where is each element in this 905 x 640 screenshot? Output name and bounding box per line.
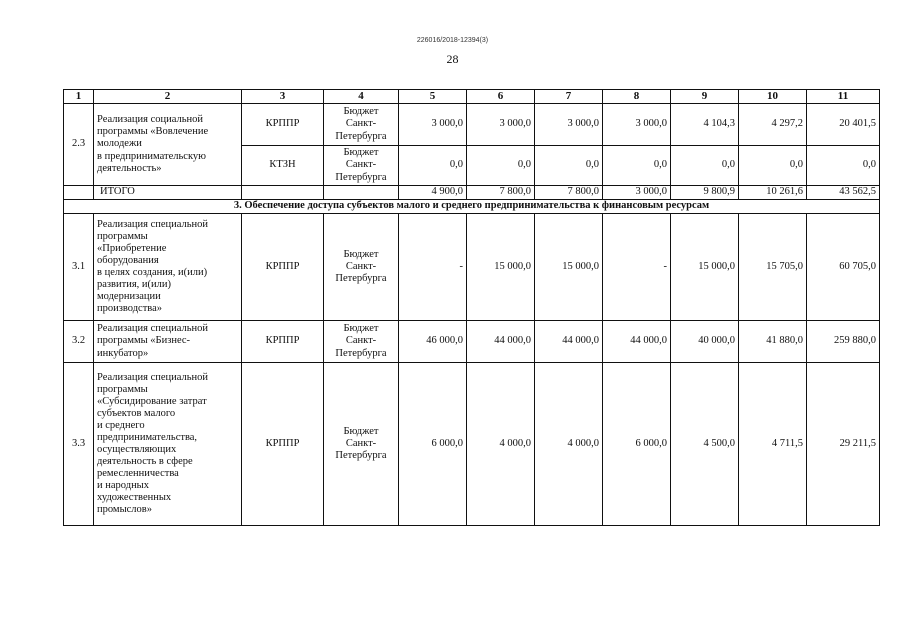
value-cell: 20 401,5 <box>807 104 880 146</box>
value-cell: 3 000,0 <box>467 104 535 146</box>
empty-cell <box>324 186 399 200</box>
empty-cell <box>64 186 94 200</box>
total-value: 3 000,0 <box>603 186 671 200</box>
value-cell: 3 000,0 <box>535 104 603 146</box>
value-cell: 4 500,0 <box>671 363 739 526</box>
column-number: 11 <box>807 90 880 104</box>
column-number: 10 <box>739 90 807 104</box>
funding-source: Бюджет Санкт- Петербурга <box>324 363 399 526</box>
value-cell: - <box>399 214 467 321</box>
column-number: 6 <box>467 90 535 104</box>
value-cell: 0,0 <box>603 146 671 186</box>
executor: КРППР <box>242 104 324 146</box>
row-number: 3.1 <box>64 214 94 321</box>
column-number: 8 <box>603 90 671 104</box>
column-number: 7 <box>535 90 603 104</box>
executor: КРППР <box>242 214 324 321</box>
value-cell: 40 000,0 <box>671 321 739 363</box>
measure-name: Реализация социальной программы «Вовлечение молодежи в предпринимательскую деятельность» <box>94 104 242 186</box>
total-value: 43 562,5 <box>807 186 880 200</box>
total-value: 7 800,0 <box>467 186 535 200</box>
column-number-row <box>64 90 880 104</box>
column-number: 5 <box>399 90 467 104</box>
executor: КТЗН <box>242 146 324 186</box>
budget-table <box>63 89 880 526</box>
funding-source: Бюджет Санкт- Петербурга <box>324 146 399 186</box>
value-cell: 3 000,0 <box>603 104 671 146</box>
value-cell: 15 000,0 <box>467 214 535 321</box>
page-number: 28 <box>446 52 459 66</box>
document-id: 226016/2018-12394(3) <box>416 37 489 44</box>
value-cell: 15 000,0 <box>671 214 739 321</box>
value-cell: 60 705,0 <box>807 214 880 321</box>
section-row <box>64 200 880 214</box>
measure-name: Реализация специальной программы «Бизнес- инкубатор» <box>94 321 242 363</box>
total-value: 9 800,9 <box>671 186 739 200</box>
total-row <box>64 186 880 200</box>
column-number: 3 <box>242 90 324 104</box>
total-value: 7 800,0 <box>535 186 603 200</box>
table-row <box>64 321 880 363</box>
value-cell: 4 000,0 <box>535 363 603 526</box>
value-cell: 4 297,2 <box>739 104 807 146</box>
value-cell: 0,0 <box>467 146 535 186</box>
column-number: 1 <box>64 90 94 104</box>
executor: КРППР <box>242 363 324 526</box>
value-cell: 44 000,0 <box>603 321 671 363</box>
value-cell: 6 000,0 <box>603 363 671 526</box>
value-cell: 0,0 <box>671 146 739 186</box>
measure-name: Реализация специальной программы «Субсидирование затрат субъектов малого и среднего предпринимательства, осуществляющих деятельность в сфере ремесленничества и народных художественных промыслов» <box>94 363 242 526</box>
value-cell: - <box>603 214 671 321</box>
row-number: 2.3 <box>64 104 94 186</box>
total-value: 10 261,6 <box>739 186 807 200</box>
empty-cell <box>242 186 324 200</box>
column-number: 9 <box>671 90 739 104</box>
value-cell: 44 000,0 <box>467 321 535 363</box>
value-cell: 15 000,0 <box>535 214 603 321</box>
value-cell: 259 880,0 <box>807 321 880 363</box>
total-value: 4 900,0 <box>399 186 467 200</box>
value-cell: 6 000,0 <box>399 363 467 526</box>
value-cell: 3 000,0 <box>399 104 467 146</box>
value-cell: 0,0 <box>807 146 880 186</box>
value-cell: 4 000,0 <box>467 363 535 526</box>
row-number: 3.2 <box>64 321 94 363</box>
value-cell: 0,0 <box>739 146 807 186</box>
executor: КРППР <box>242 321 324 363</box>
table-row <box>64 363 880 526</box>
column-number: 4 <box>324 90 399 104</box>
value-cell: 0,0 <box>535 146 603 186</box>
row-number: 3.3 <box>64 363 94 526</box>
value-cell: 41 880,0 <box>739 321 807 363</box>
table-row <box>64 104 880 146</box>
value-cell: 0,0 <box>399 146 467 186</box>
total-label: ИТОГО <box>94 186 242 200</box>
value-cell: 4 711,5 <box>739 363 807 526</box>
section-title: 3. Обеспечение доступа субъектов малого и среднего предпринимательства к финансовым ресурсам <box>64 200 880 214</box>
funding-source: Бюджет Санкт- Петербурга <box>324 214 399 321</box>
funding-source: Бюджет Санкт- Петербурга <box>324 321 399 363</box>
value-cell: 4 104,3 <box>671 104 739 146</box>
funding-source: Бюджет Санкт- Петербурга <box>324 104 399 146</box>
column-number: 2 <box>94 90 242 104</box>
value-cell: 46 000,0 <box>399 321 467 363</box>
value-cell: 29 211,5 <box>807 363 880 526</box>
value-cell: 15 705,0 <box>739 214 807 321</box>
value-cell: 44 000,0 <box>535 321 603 363</box>
measure-name: Реализация специальной программы «Приобретение оборудования в целях создания, и(или) развития, и(или) модернизации производства» <box>94 214 242 321</box>
table-row <box>64 214 880 321</box>
